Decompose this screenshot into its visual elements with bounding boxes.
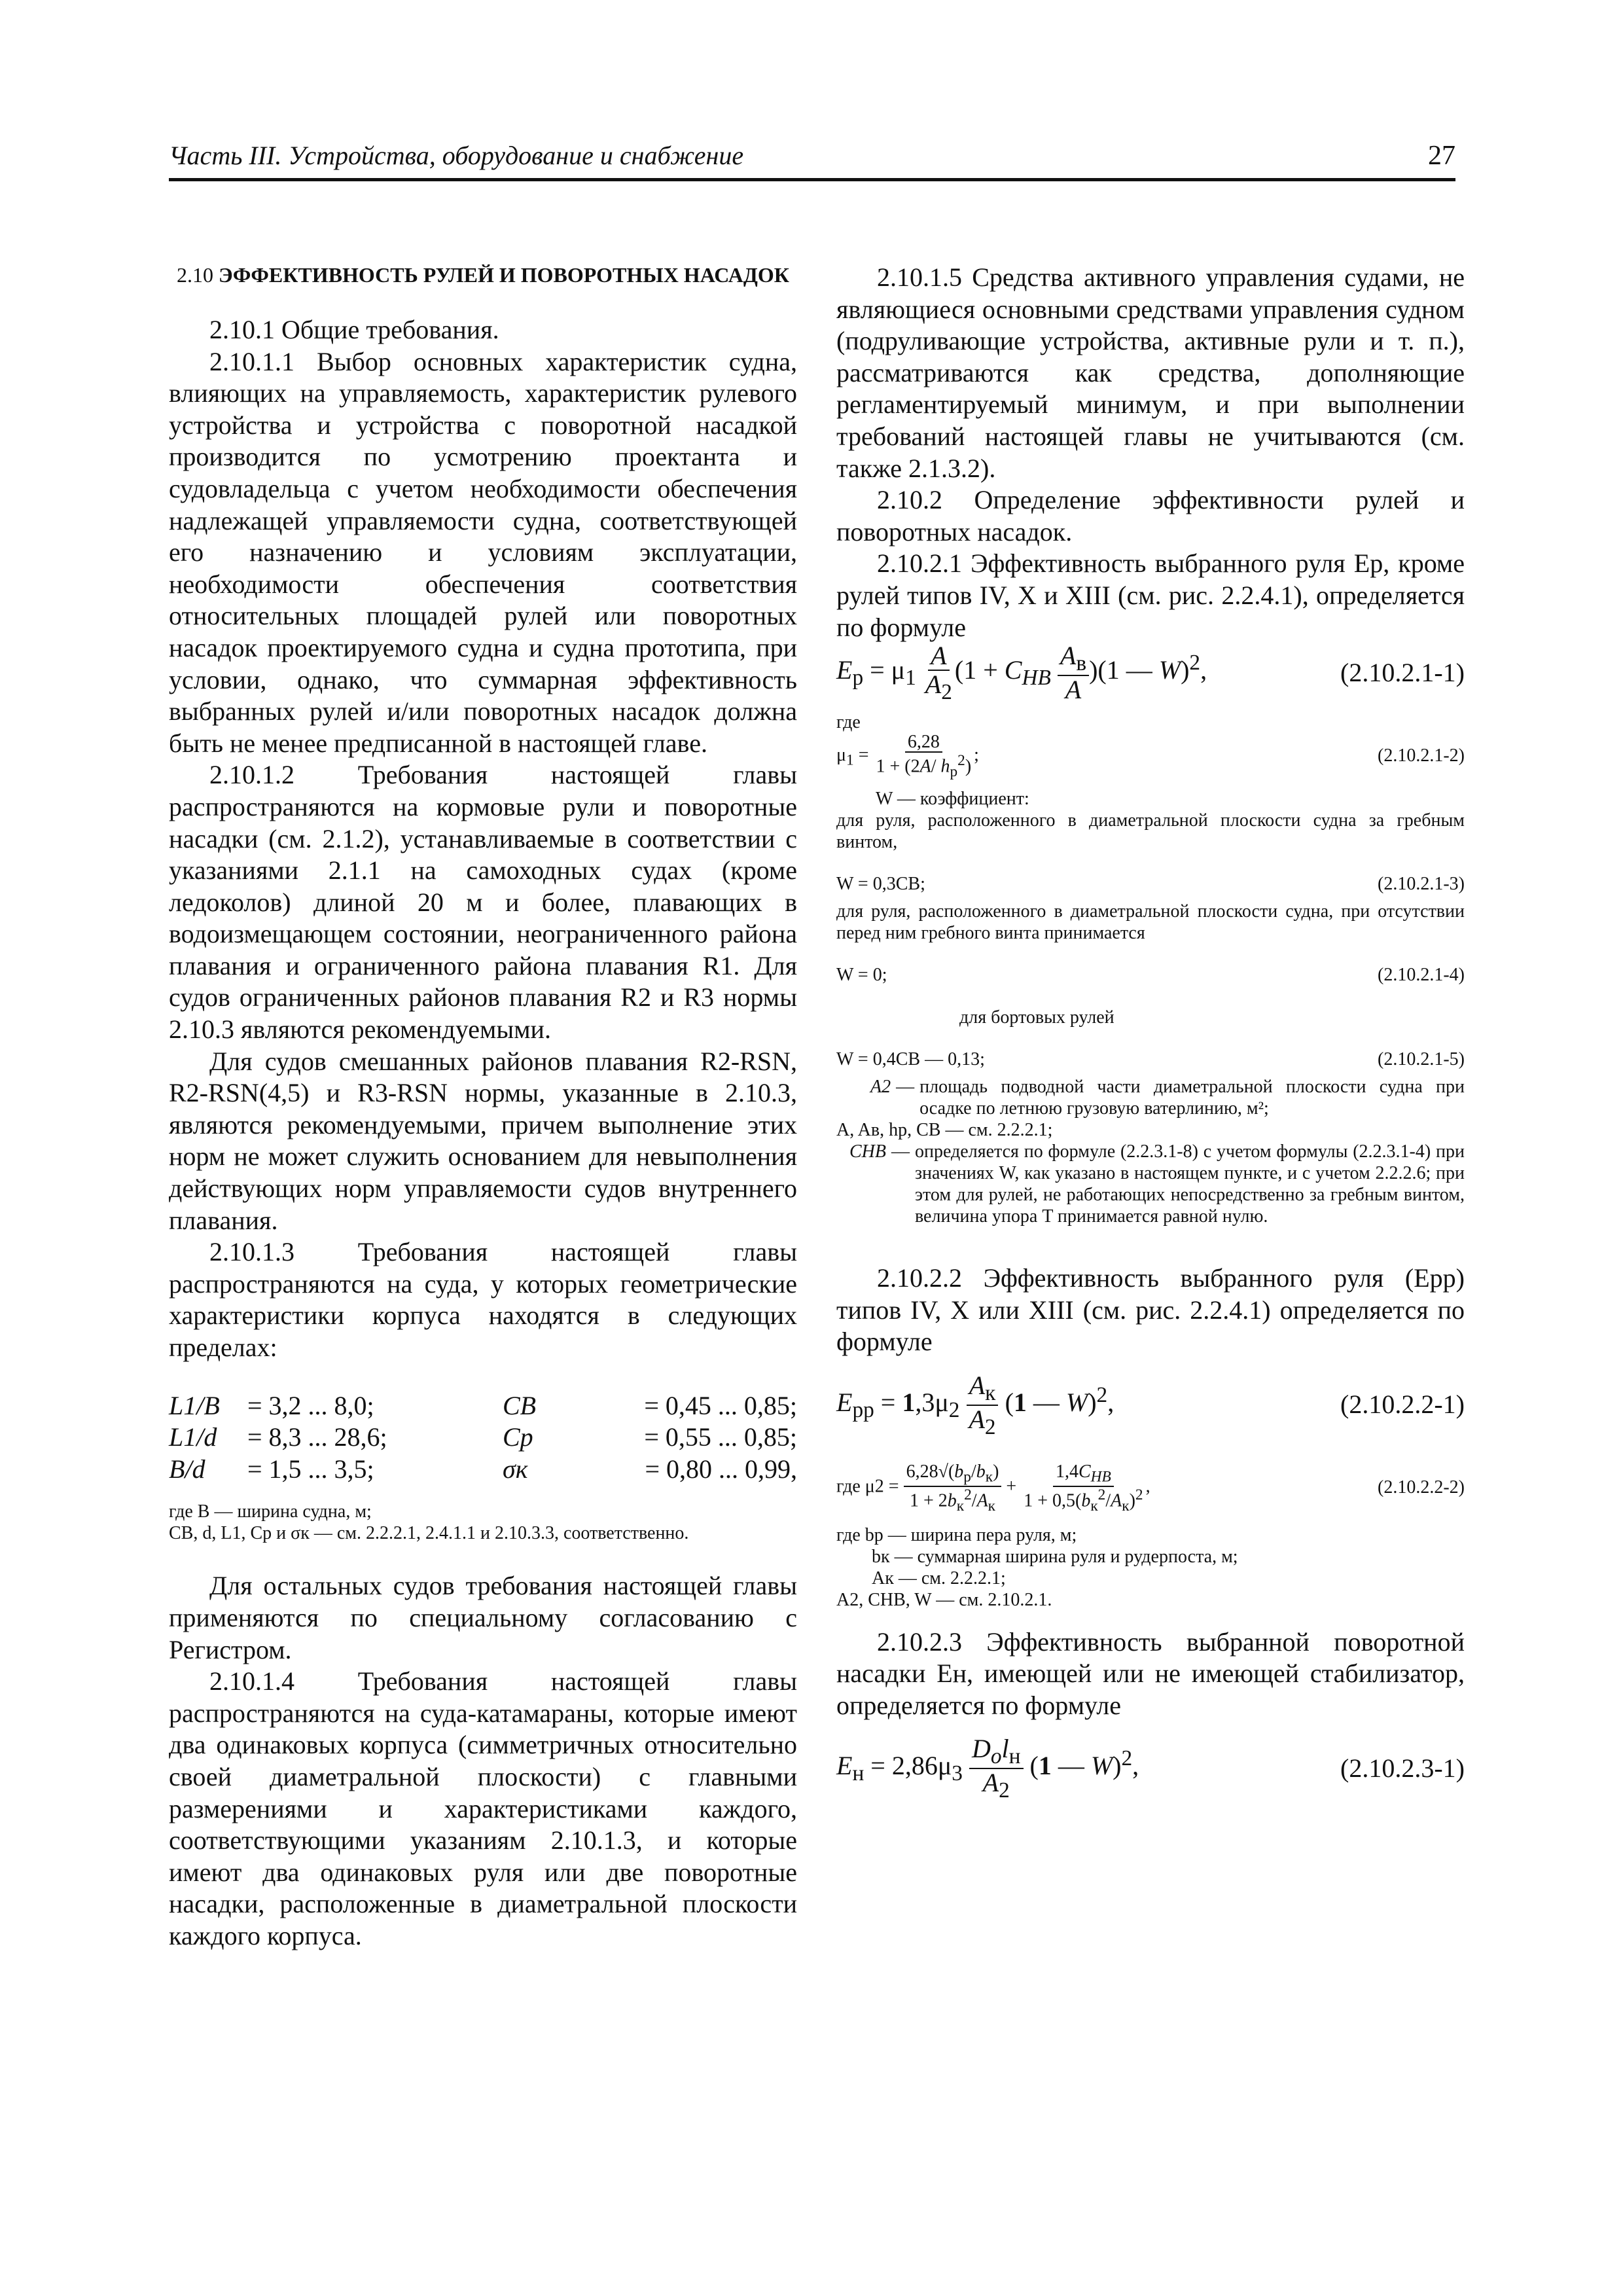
- formula-mu1: $\mu_1$ = $\frac{6,28}{1 + (2A/ h_р^2)}$ ;: [836, 731, 979, 781]
- para-2-10-1-5: 2.10.1.5 Средства активного управления судами, не являющиеся основными средствами управления судном (подруливающие устройства, активные рули и т. п.), рассматриваются как средства, дополняющие регламентируемый минимум, и при выполнении требований настоящей главы не учитываются (см. также 2.1.3.2).: [836, 262, 1465, 483]
- para-2-10-2-1: 2.10.2.1 Эффективность выбранного руля Eр, кроме рулей типов IV, X и XIII (см. рис. 2.2.4.1), определяется по формуле: [836, 548, 1465, 642]
- range-name: L1/B: [169, 1390, 220, 1420]
- definition-a2-chb-w: A2, CHB, W — см. 2.10.2.1.: [836, 1589, 1052, 1610]
- formula-mu2: где μ2 = $\frac{6,28√(b_р/b_к)}{1 + 2b_к^2/A_к}$ + $\frac{1,4C_{HB}}{1 + 0,5(b_к^2/A_к)^2}$ ,: [836, 1462, 1150, 1515]
- range-row: [169, 1422, 797, 1454]
- section-heading: [169, 262, 797, 288]
- range-name: CB: [503, 1390, 537, 1420]
- def-text: площадь подводной части диаметральной плоскости судна при осадке по летнюю грузовую ватерлинию, м²;: [919, 1076, 1465, 1119]
- definition-bk: bк — суммарная ширина руля и рудерпоста, м;: [872, 1546, 1238, 1567]
- para-2-10-2: 2.10.2 Определение эффективности рулей и поворотных насадок.: [836, 485, 1465, 547]
- equation-number: (2.10.2.1-3): [1378, 874, 1465, 895]
- para-2-10-1-3: 2.10.1.3 Требования настоящей главы распространяются на суда, у которых геометрические характеристики корпуса находятся в следующих пределах:: [169, 1237, 797, 1362]
- range-value: = 8,3 ... 28,6;: [247, 1422, 387, 1452]
- equation-number: (2.10.2.2-1): [1340, 1390, 1465, 1420]
- definition-a2: A2 — площадь подводной части диаметральной плоскости судна при осадке по летнюю грузовую ватерлинию, м²;: [870, 1076, 1465, 1119]
- range-name: B/d: [169, 1454, 205, 1484]
- range-name: Cp: [503, 1422, 533, 1452]
- para-2-10-1: 2.10.1 Общие требования.: [209, 315, 499, 344]
- w-case-behind-propeller: для руля, расположенного в диаметральной плоскости судна за гребным винтом,: [836, 810, 1465, 853]
- equation-number: (2.10.2.1-4): [1378, 964, 1465, 985]
- section-number: 2.10: [177, 263, 214, 287]
- para-2-10-2-2: 2.10.2.2 Эффективность выбранного руля (Eрр) типов IV, X или XIII (см. рис. 2.2.4.1) определяется по формуле: [836, 1263, 1465, 1357]
- def-text: определяется по формуле (2.2.3.1-8) с учетом формулы (2.2.3.1-4) при значениях W, как указано в настоящем пункте, и с учетом 2.2.2.6; при этом для рулей, не работающих непосредственно за гребным винтом, величина упора T принимается равной нулю.: [915, 1141, 1465, 1227]
- equation-2-10-2-1-1: [836, 641, 1465, 705]
- equation-2-10-2-2-1: [836, 1370, 1465, 1439]
- definition-a-line: A, Aв, hр, CB — см. 2.2.2.1;: [836, 1119, 1053, 1140]
- para-2-10-1-2: 2.10.1.2 Требования настоящей главы распространяются на кормовые рули и поворотные насадки (см. 2.1.2), устанавливаемые в соответствии с указаниями 2.1.1 на самоходных судах (кроме ледоколов) длиной 20 м и более, плавающих в водоизмещающем состоянии, неограниченного района плавания и ограниченного района плавания R1. Для судов ограниченных районов плавания R2 и R3 нормы 2.10.3 являются рекомендуемыми.: [169, 760, 797, 1045]
- range-value: = 3,2 ... 8,0;: [247, 1390, 374, 1420]
- equation-number: (2.10.2.1-1): [1340, 657, 1465, 687]
- para-2-10-1-1: 2.10.1.1 Выбор основных характеристик судна, влияющих на управляемость, характеристик рулевого устройства и устройства с поворотной насадкой производится по усмотрению проектанта и судовладельца с учетом необходимости обеспечения надлежащей управляемости судна, соответствующей его назначению и условиям эксплуатации, необходимости обеспечения соответствия относительных площадей рулей или поворотных насадок проектируемого судна и судна прототипа, при условии, однако, что суммарная эффективность выбранных рулей и/или поворотных насадок должна быть не менее предписанной в настоящей главе.: [169, 346, 797, 758]
- equation-2-10-2-2-2: [836, 1452, 1465, 1524]
- w-case-side-rudders: для бортовых рулей: [959, 1007, 1115, 1028]
- equation-2-10-2-3-1: [836, 1734, 1465, 1803]
- para-2-10-1-4: 2.10.1.4 Требования настоящей главы распространяются на суда-катамараны, которые имеют два одинаковых корпуса (симметричных относительно своей диаметральной плоскости) с главными размерениями и характеристиками каждого, соответствующими указаниям 2.10.1.3, и которые имеют два одинаковых руля или две поворотные насадки, расположенные в диаметральной плоскости каждого корпуса.: [169, 1666, 797, 1950]
- formula-w1: W = 0,3CB;: [836, 874, 925, 895]
- formula-w2: W = 0;: [836, 964, 887, 985]
- page-number: 27: [1428, 141, 1455, 171]
- running-title: Часть III. Устройства, оборудование и снабжение: [169, 141, 744, 170]
- equation-number: (2.10.2.1-2): [1378, 745, 1465, 766]
- page-header: [169, 140, 1455, 179]
- equation-2-10-2-1-5: [836, 1044, 1465, 1076]
- formula-w3: W = 0,4CB — 0,13;: [836, 1049, 985, 1070]
- equation-number: (2.10.2.2-2): [1378, 1477, 1465, 1498]
- formula-mu2-prefix: где μ2 =: [836, 1477, 899, 1498]
- where-cb: CB, d, L1, Cp и σк — см. 2.2.2.1, 2.4.1.1 и 2.10.3.3, соответственно.: [169, 1523, 689, 1544]
- header-rule: [169, 178, 1455, 181]
- range-row: [169, 1454, 797, 1486]
- where-b: где B — ширина судна, м;: [169, 1501, 372, 1522]
- definition-bp: где bр — ширина пера руля, м;: [836, 1524, 1077, 1545]
- formula-en: $E_н = 2,86\mu_3$ $\frac{D_ol_н}{A_2}$ (1 — W)$^2$,: [836, 1734, 1139, 1803]
- equation-number: (2.10.2.1-5): [1378, 1049, 1465, 1070]
- equation-number: (2.10.2.3-1): [1340, 1753, 1465, 1784]
- formula-ep: $E_р = \mu_1$ $\frac{A}{A_2}$ ($1 + C_{HB}$ $\frac{A_в}{A}$ )(1 — W)$^2$,: [836, 641, 1207, 705]
- def-term: A2: [870, 1076, 891, 1097]
- range-value: = 1,5 ... 3,5;: [247, 1454, 374, 1484]
- right-column: [836, 262, 1465, 1803]
- range-value: = 0,45 ... 0,85;: [644, 1390, 797, 1420]
- definition-chb: CHB — определяется по формуле (2.2.3.1-8) с учетом формулы (2.2.3.1-4) при значениях W, как указано в настоящем пункте, и с учетом 2.2.2.6; при этом для рулей, не работающих непосредственно за гребным винтом, величина упора T принимается равной нулю.: [849, 1141, 1465, 1227]
- left-column: [169, 262, 797, 1952]
- range-value: = 0,80 ... 0,99,: [645, 1454, 797, 1484]
- def-term: CHB: [849, 1141, 886, 1162]
- definition-ak: Aк — см. 2.2.2.1;: [872, 1568, 1006, 1588]
- where-label: где: [836, 712, 861, 733]
- range-value: = 0,55 ... 0,85;: [644, 1422, 797, 1452]
- w-coefficient: W — коэффициент:: [876, 789, 1029, 810]
- section-title: ЭФФЕКТИВНОСТЬ РУЛЕЙ И ПОВОРОТНЫХ НАСАДОК: [219, 263, 789, 287]
- hull-ranges-table: [169, 1390, 797, 1486]
- para-other-ships: Для остальных судов требования настоящей главы применяются по специальному согласованию с Регистром.: [169, 1571, 797, 1664]
- w-case-no-propeller: для руля, расположенного в диаметральной плоскости судна, при отсутствии перед ним гребного винта принимается: [836, 901, 1465, 943]
- para-mixed-navigation: Для судов смешанных районов плавания R2-RSN, R2-RSN(4,5) и R3-RSN нормы, указанные в 2.10.3, являются рекомендуемыми, причем выполнение этих норм не может служить основанием для невыполнения действующих норм управляемости судов внутреннего плавания.: [169, 1046, 797, 1235]
- para-2-10-2-3: 2.10.2.3 Эффективность выбранной поворотной насадки Eн, имеющей или не имеющей стабилизатор, определяется по формуле: [836, 1626, 1465, 1720]
- equation-2-10-2-1-3: [836, 869, 1465, 901]
- formula-epp: $E_{рр} = 1,3\mu_2$ $\frac{A_к}{A_2}$ (1 — W)$^2$,: [836, 1370, 1115, 1439]
- range-row: [169, 1390, 797, 1422]
- equation-2-10-2-1-2: [836, 733, 1465, 779]
- range-name: L1/d: [169, 1422, 217, 1452]
- equation-2-10-2-1-4: [836, 960, 1465, 992]
- range-name: σк: [503, 1454, 528, 1484]
